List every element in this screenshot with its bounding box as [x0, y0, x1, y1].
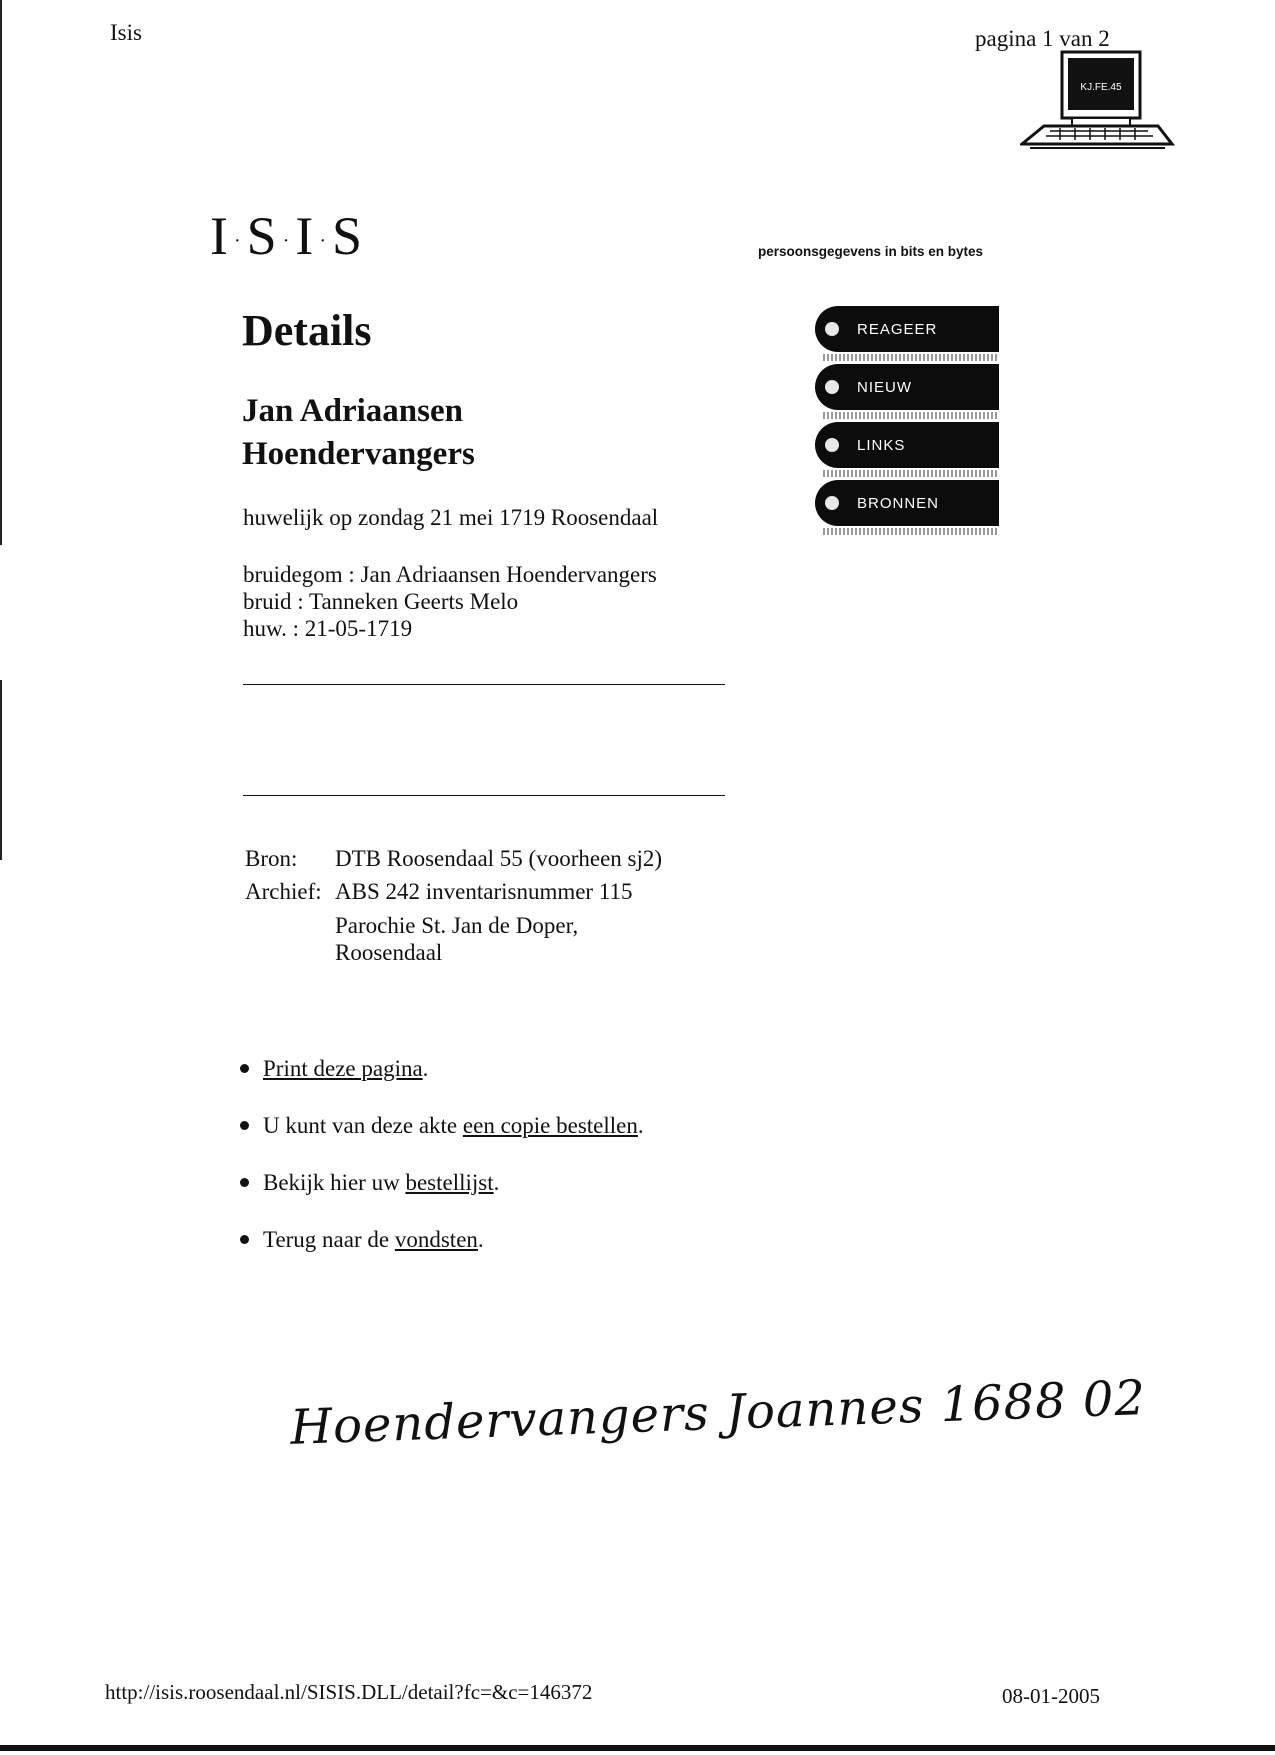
nav-item-label: REAGEER: [857, 320, 938, 338]
bullet-icon: [240, 1178, 249, 1187]
bullet-icon: [240, 1064, 249, 1073]
print-page-link[interactable]: Print deze pagina: [263, 1055, 423, 1081]
nav-bullet-icon: [825, 438, 839, 452]
nav-item-nieuw[interactable]: [815, 364, 999, 410]
nav-bullet-icon: [825, 322, 839, 336]
print-date: 08-01-2005: [1002, 1684, 1100, 1708]
action-list: [240, 1055, 644, 1283]
record-groom: bruidegom : Jan Adriaansen Hoendervangers: [243, 562, 657, 587]
computer-screen-text: KJ.FE.45: [1080, 82, 1122, 93]
isis-logo: I ·S ·I ·S: [210, 206, 365, 266]
bullet-icon: [240, 1235, 249, 1244]
scan-bottom-edge: [0, 1745, 1275, 1751]
print-site-name: Isis: [110, 20, 142, 45]
list-item: Terug naar de vondsten .: [240, 1226, 644, 1253]
person-name: Jan Adriaansen Hoendervangers: [242, 393, 475, 472]
nav-item-label: BRONNEN: [857, 494, 940, 512]
source-table: [245, 842, 662, 966]
record-marriage-date: huw. : 21-05-1719: [243, 616, 413, 641]
nav-bullet-icon: [825, 380, 839, 394]
list-item: Bekijk hier uw bestellijst .: [240, 1169, 644, 1196]
record-bride: bruid : Tanneken Geerts Melo: [243, 589, 519, 614]
nav-item-bronnen[interactable]: [815, 480, 999, 526]
nav-item-label: NIEUW: [857, 378, 912, 396]
page-title: Details: [242, 306, 372, 355]
bron-value: DTB Roosendaal 55 (voorheen sj2): [335, 846, 663, 871]
scan-edge: [0, 680, 2, 860]
divider: [243, 684, 725, 685]
divider: [243, 795, 725, 796]
archief-town: Roosendaal: [335, 940, 443, 965]
bullet-icon: [240, 1121, 249, 1130]
nav-bullet-icon: [825, 496, 839, 510]
page-indicator: pagina 1 van 2: [975, 26, 1110, 51]
archief-label: Archief:: [245, 879, 322, 904]
event-description: huwelijk op zondag 21 mei 1719 Roosendaal: [243, 505, 659, 530]
bron-label: Bron:: [245, 846, 298, 871]
archief-parish: Parochie St. Jan de Doper,: [335, 913, 579, 938]
order-list-link[interactable]: bestellijst: [405, 1169, 494, 1195]
scan-edge: [0, 0, 2, 545]
computer-icon: [1020, 48, 1175, 153]
nav-item-label: LINKS: [857, 436, 906, 454]
list-item: U kunt van deze akte een copie bestellen .: [240, 1112, 644, 1139]
tagline: persoonsgegevens in bits en bytes: [758, 244, 984, 259]
page-url: http://isis.roosendaal.nl/SISIS.DLL/detail?fc=&c=146372: [105, 1680, 593, 1704]
archief-value: ABS 242 inventarisnummer 115: [335, 879, 633, 904]
list-item: Print deze pagina .: [240, 1055, 644, 1082]
nav-item-links[interactable]: [815, 422, 999, 468]
back-to-results-link[interactable]: vondsten: [394, 1226, 478, 1252]
handwritten-note: Hoendervangers Joannes 1688 02: [289, 1370, 1147, 1456]
nav-item-reageer[interactable]: [815, 306, 999, 352]
order-copy-link[interactable]: een copie bestellen: [462, 1112, 638, 1138]
side-nav: [815, 306, 999, 538]
